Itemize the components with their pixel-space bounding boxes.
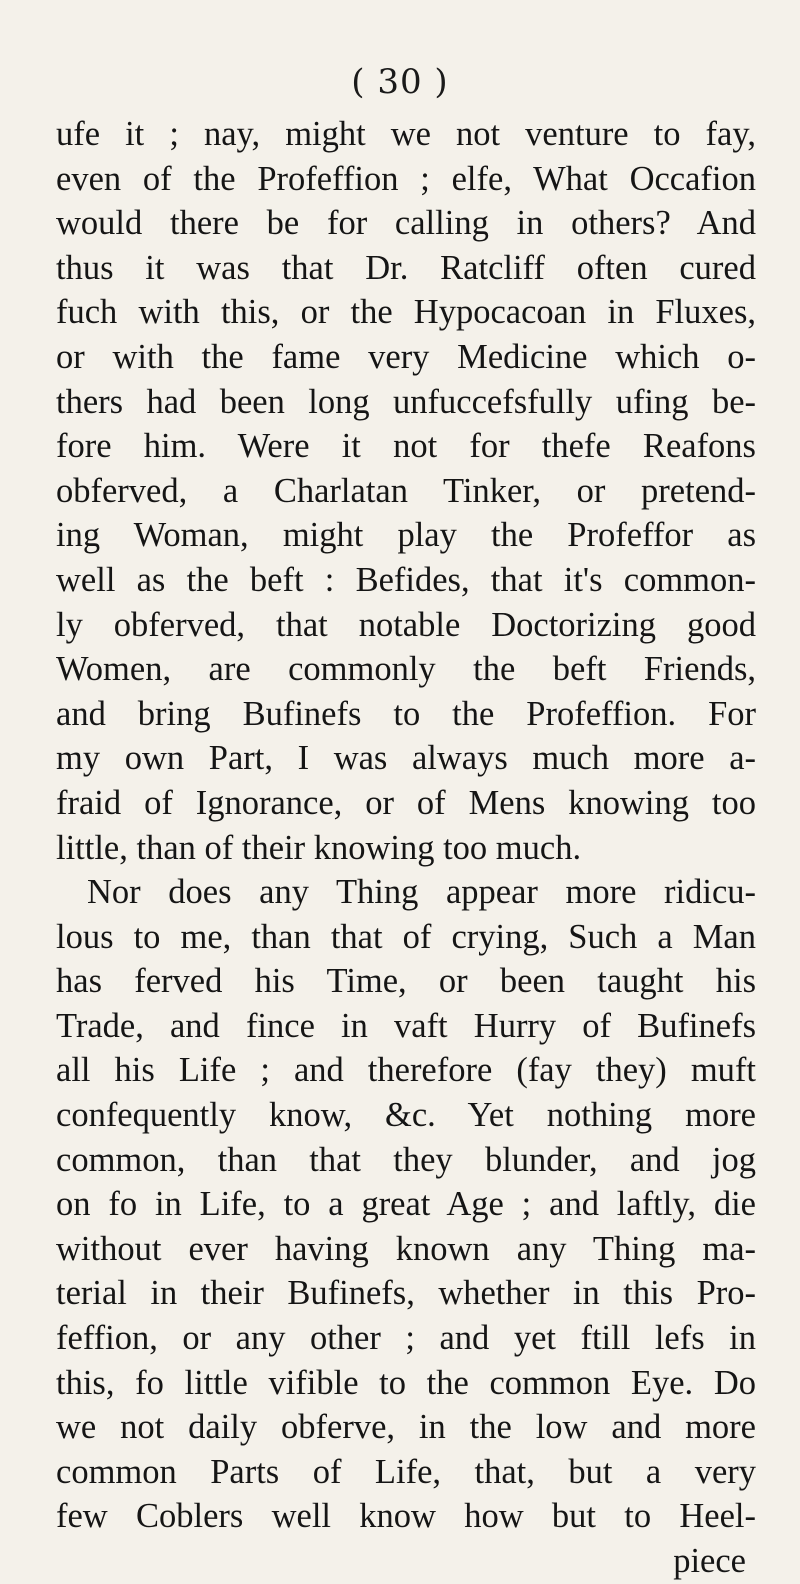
text-line: without ever having known any Thing ma- xyxy=(56,1229,756,1268)
text-line: thers had been long unfuccefsfully ufing be- xyxy=(56,382,756,421)
page-number: ( 30 ) xyxy=(351,62,449,102)
text-line: lous to me, than that of crying, Such a Man xyxy=(56,917,756,956)
text-line: ufe it ; nay, might we not venture to fay, xyxy=(56,115,756,153)
text-line: few Coblers well know how but to Heel- xyxy=(56,1497,756,1536)
text-line: terial in their Bufinefs, whether in this Pro- xyxy=(56,1274,756,1313)
text-line: fraid of Ignorance, or of Mens knowing too xyxy=(56,783,756,822)
body-text xyxy=(56,112,756,1584)
text-line: obferved, a Charlatan Tinker, or pretend- xyxy=(56,471,756,510)
text-line: ly obferved, that notable Doctorizing good xyxy=(56,605,756,644)
text-line: Women, are commonly the beft Friends, xyxy=(56,650,756,689)
text-line: well as the beft : Befides, that it's common- xyxy=(56,560,756,599)
text-line: Trade, and fince in vaft Hurry of Bufinefs xyxy=(56,1006,756,1045)
text-line: we not daily obferve, in the low and more xyxy=(56,1408,756,1447)
text-line: this, fo little vifible to the common Eye. Do xyxy=(56,1363,756,1402)
text-line: common Parts of Life, that, but a very xyxy=(56,1452,756,1491)
text-line: little, than of their knowing too much. xyxy=(56,828,582,867)
text-line: on fo in Life, to a great Age ; and laftly, die xyxy=(56,1185,756,1224)
text-line: even of the Profeffion ; elfe, What Occafion xyxy=(56,159,756,198)
text-line: feffion, or any other ; and yet ftill lefs in xyxy=(56,1319,756,1358)
text-line: fuch with this, or the Hypocacoan in Fluxes, xyxy=(56,293,756,332)
text-line: Nor does any Thing appear more ridicu- xyxy=(87,873,756,912)
text-line: fore him. Were it not for thefe Reafons xyxy=(56,427,756,466)
text-line: ing Woman, might play the Profeffor as xyxy=(56,516,756,555)
text-line: thus it was that Dr. Ratcliff often cured xyxy=(56,248,756,287)
text-line: or with the fame very Medicine which o- xyxy=(56,337,756,376)
text-line: would there be for calling in others? And xyxy=(56,204,756,243)
text-line: my own Part, I was always much more a- xyxy=(56,739,756,778)
text-line: confequently know, &c. Yet nothing more xyxy=(56,1096,756,1135)
text-line: all his Life ; and therefore (fay they) muft xyxy=(56,1051,756,1090)
catchword: piece xyxy=(673,1542,746,1580)
text-line: and bring Bufinefs to the Profeffion. For xyxy=(56,694,756,733)
text-line: has ferved his Time, or been taught his xyxy=(56,962,756,1001)
text-line: common, than that they blunder, and jog xyxy=(56,1140,756,1179)
